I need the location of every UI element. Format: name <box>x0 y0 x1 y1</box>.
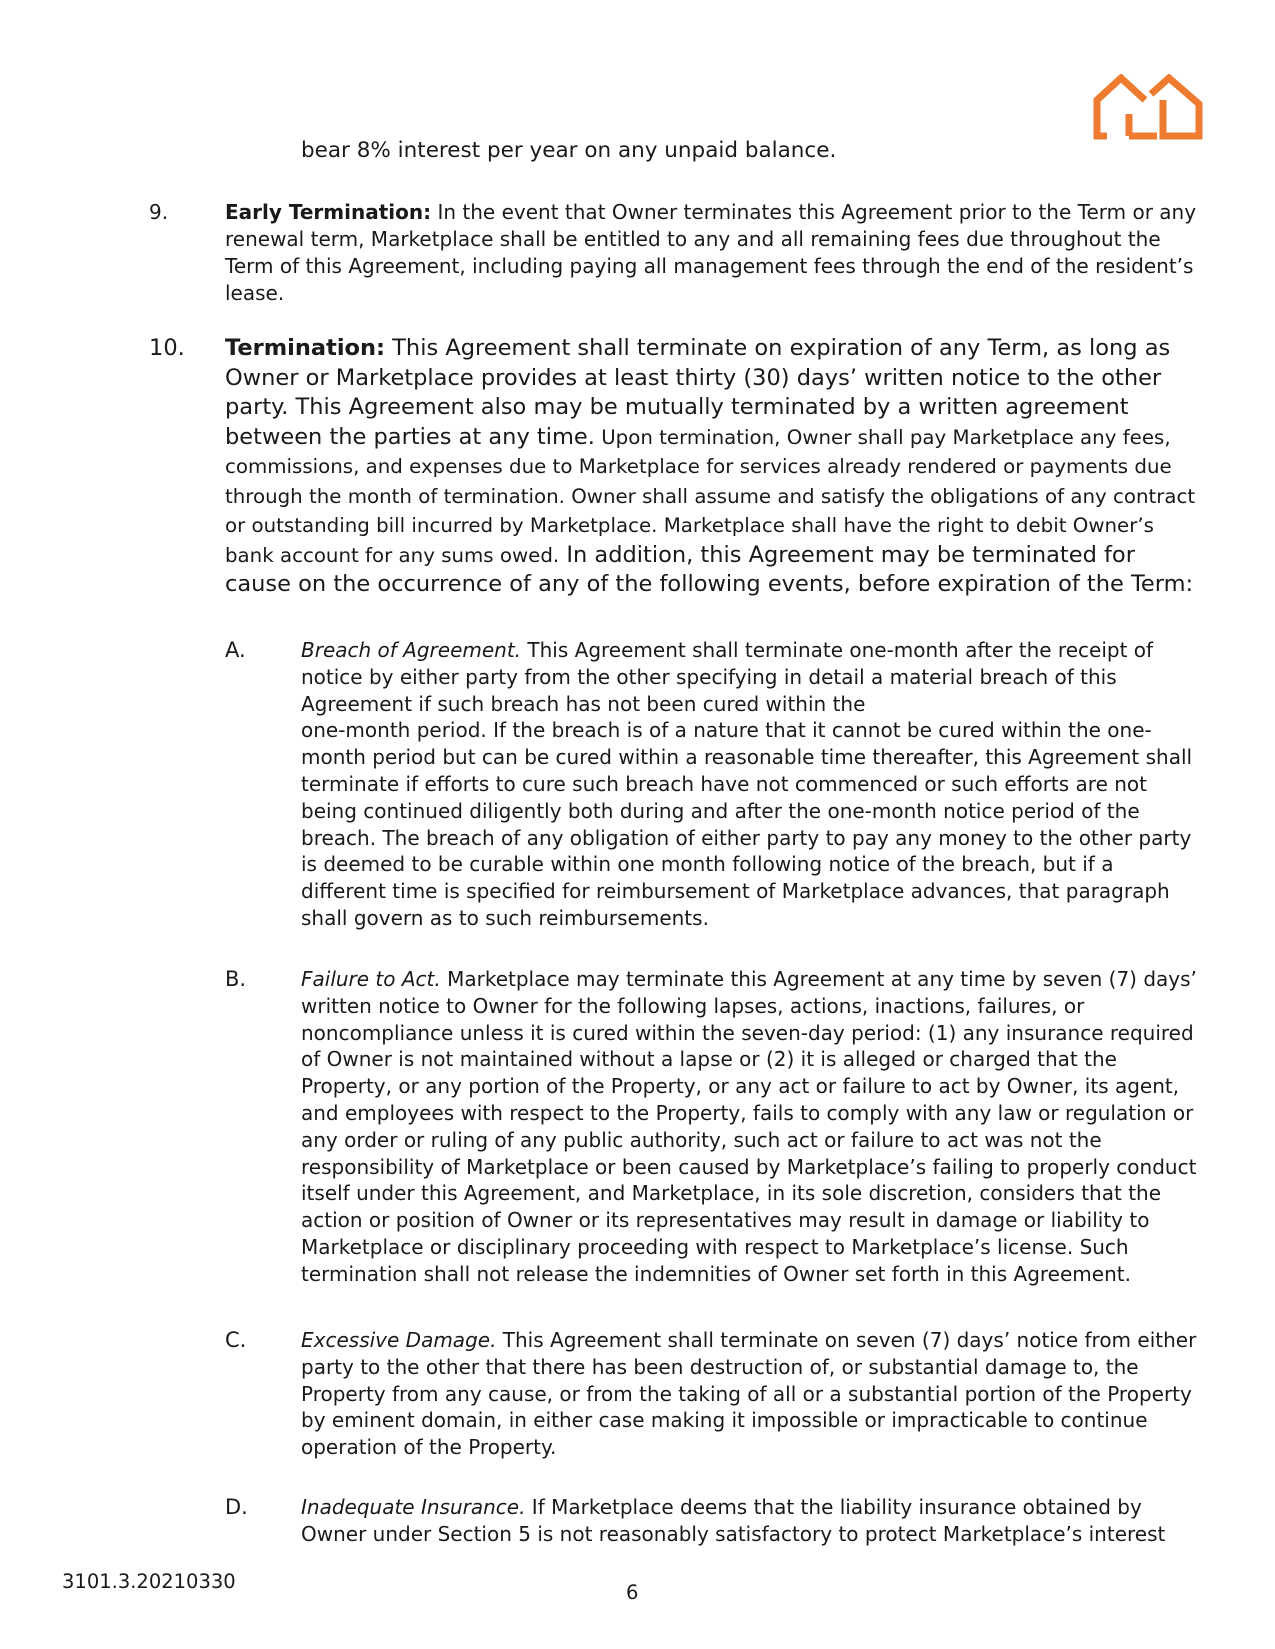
house-icon <box>1093 74 1203 140</box>
subsection-text: Marketplace may terminate this Agreement at any time by seven (7) days’ written notice to Owner for the following lapses, actions, inactions, failures, or noncompliance unless it is cured within the seven-day period: (1) any insurance required of Owner is not maintained without a lapse or (2) it is alleged or charged that the Property, or any portion of the Property, or any act or failure to act by Owner, its agent, and employees with respect to the Property, fails to comply with any law or regulation or any order or ruling of any public authority, such act or failure to act was not the responsibility of Marketplace or been caused by Marketplace’s failing to properly conduct itself under this Agreement, and Marketplace, in its sole discretion, considers that the action or position of Owner or its representatives may result in damage or liability to Marketplace or disciplinary proceeding with respect to Marketplace’s license. Such termination shall not release the indemnities of Owner set forth in this Agreement. <box>301 967 1197 1286</box>
subsection-text: This Agreement shall terminate on seven (7) days’ notice from either party to the other that there has been destruction of, or substantial damage to, the Property from any cause, or from the taking of all or a substantial portion of the Property by eminent domain, in either case making it impossible or impracticable to continue operation of the Property. <box>301 1328 1197 1460</box>
subsection-text: If Marketplace deems that the liability insurance obtained by Owner under Section 5 is not reasonably satisfactory to protect Marketplace’s interest <box>301 1495 1166 1546</box>
section-text: In the event that Owner terminates this Agreement prior to the Term or any renewal term, Marketplace shall be entitled to any and all remaining fees due throughout the Term of this Agreement, including paying all management fees through the end of the resident’s lease. <box>225 200 1197 305</box>
section-title: Termination: <box>225 335 386 361</box>
subsection-body <box>301 966 1201 1288</box>
subsection-title: Breach of Agreement. <box>301 638 522 662</box>
section-body <box>225 199 1197 307</box>
section-text-c: In addition, this Agreement may be terminated for cause on the occurrence of any of the following events, before expiration of the Term: <box>225 541 1194 597</box>
section-number: 9. <box>149 200 169 224</box>
subsection-body <box>301 1327 1201 1461</box>
subsection-letter: A. <box>225 638 246 662</box>
subsection-body <box>301 1494 1201 1548</box>
section-body <box>225 334 1197 600</box>
subsection-letter: D. <box>225 1495 248 1519</box>
section-text-a: This Agreement shall terminate on expiration of any Term, as long as Owner or Marketplace provides at least thirty (30) days’ written notice to the other party. This Agreement also may be mutually terminated by a written agreement between the parties at any time. <box>225 335 1171 450</box>
subsection-letter: C. <box>225 1328 247 1352</box>
house-logo <box>1093 74 1203 140</box>
section-text-b: Upon termination, Owner shall pay Marketplace any fees, commissions, and expenses due to Marketplace for services already rendered or payments due through the month of termination. Owner shall assume and satisfy the obligations of any contract or outstanding bill incurred by Marketplace. Marketplace shall have the right to debit Owner’s bank account for any sums owed. <box>225 425 1196 567</box>
subsection-letter: B. <box>225 967 247 991</box>
continuation-text: bear 8% interest per year on any unpaid balance. <box>301 138 837 163</box>
subsection-title: Excessive Damage. <box>301 1328 497 1352</box>
subsection-text: This Agreement shall terminate one-month after the receipt of notice by either party from the other specifying in detail a material breach of this Agreement if such breach has not been cured within the <box>301 638 1154 716</box>
section-number: 10. <box>149 335 185 361</box>
subsection-body <box>301 637 1201 932</box>
subsection-text-continued: one-month period. If the breach is of a nature that it cannot be cured within the one-month period but can be cured within a reasonable time thereafter, this Agreement shall terminate if efforts to cure such breach have not commenced or such efforts are not being continued diligently both during and after the one-month notice period of the breach. The breach of any obligation of either party to pay any money to the other party is deemed to be curable within one month following notice of the breach, but if a different time is specified for reimbursement of Marketplace advances, that paragraph shall govern as to such reimbursements. <box>301 718 1193 930</box>
subsection-title: Inadequate Insurance. <box>301 1495 526 1519</box>
subsection-title: Failure to Act. <box>301 967 441 991</box>
document-code: 3101.3.20210330 <box>62 1570 236 1593</box>
section-title: Early Termination: <box>225 200 432 224</box>
page-number: 6 <box>626 1581 639 1604</box>
